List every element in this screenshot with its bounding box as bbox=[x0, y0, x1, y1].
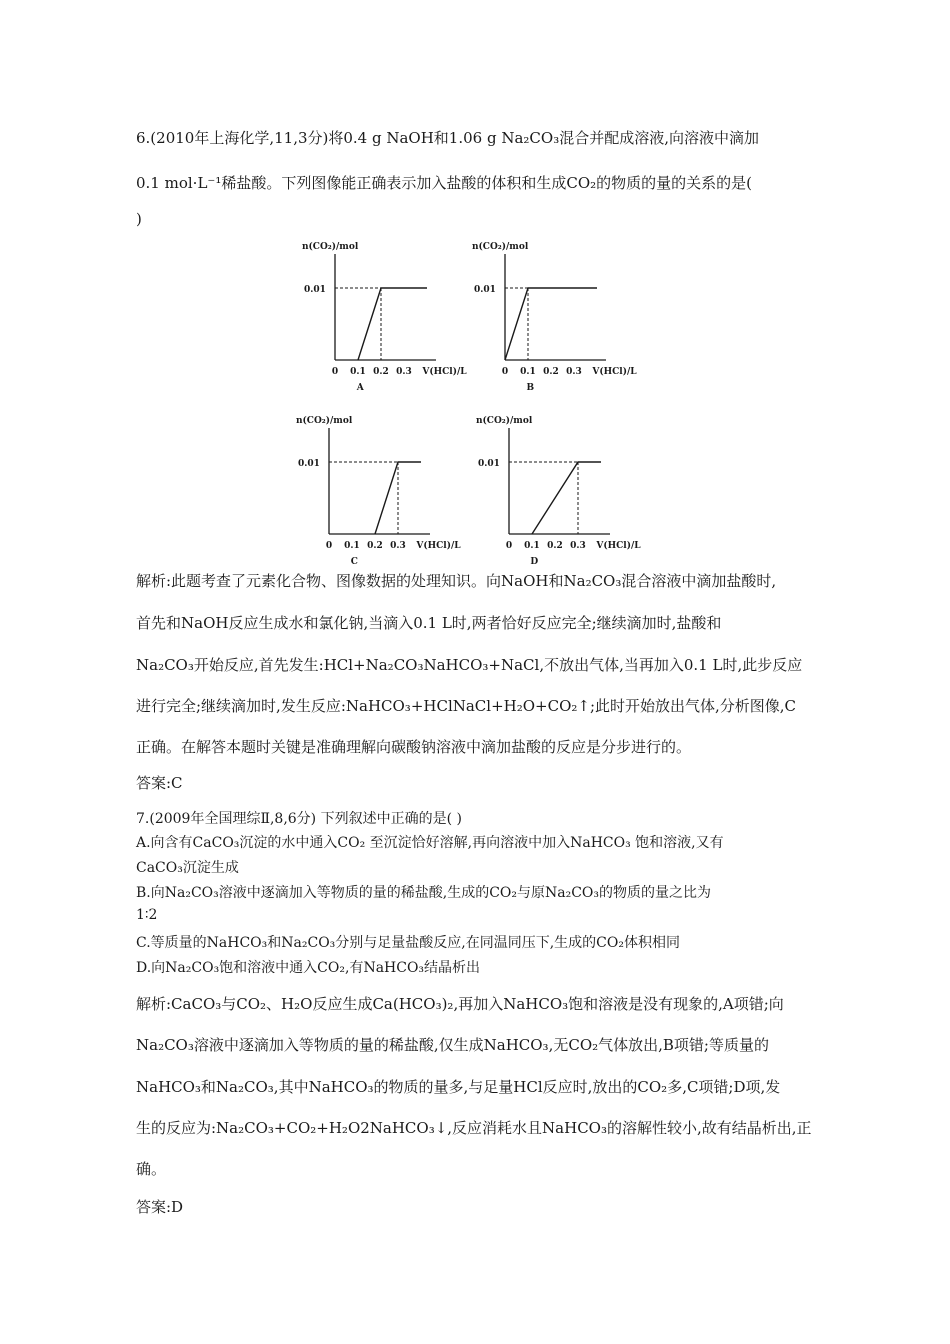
y-axis-label: n(CO₂)/mol bbox=[472, 242, 529, 252]
x-tick-label: 0.3 bbox=[566, 367, 582, 377]
x-tick-label: 0.1 bbox=[520, 367, 536, 377]
a6-line-1: 解析:此题考查了元素化合物、图像数据的处理知识。向NaOH和Na₂CO₃混合溶液中滴加盐酸时, bbox=[136, 572, 777, 590]
q6-line-2: 0.1 mol·L⁻¹稀盐酸。下列图像能正确表示加入盐酸的体积和生成CO₂的物质的量的关系的是( bbox=[136, 174, 752, 192]
a6-line-3: Na₂CO₃开始反应,首先发生:HCl+Na₂CO₃NaHCO₃+NaCl,不放出气体,当再加入0.1 L时,此步反应 bbox=[136, 656, 803, 674]
x-tick-label: 0 bbox=[505, 541, 513, 551]
x-axis-label: V(HCl)/L bbox=[416, 541, 461, 551]
q7-option-b-1: B.向Na₂CO₃溶液中逐滴加入等物质的量的稀盐酸,生成的CO₂与原Na₂CO₃的物质的量之比为 bbox=[136, 885, 712, 901]
series-line bbox=[532, 462, 601, 534]
q7-option-d: D.向Na₂CO₃饱和溶液中通入CO₂,有NaHCO₃结晶析出 bbox=[136, 960, 481, 976]
a7-answer: 答案:D bbox=[136, 1198, 184, 1216]
y-tick-label: 0.01 bbox=[304, 285, 326, 295]
q6-line-1: 6.(2010年上海化学,11,3分)将0.4 g NaOH和1.06 g Na₂CO₃混合并配成溶液,向溶液中滴加 bbox=[136, 129, 759, 147]
graph-svg bbox=[474, 412, 641, 572]
graph-b bbox=[470, 238, 637, 398]
panel-label: C bbox=[350, 557, 358, 567]
series-line bbox=[505, 288, 597, 360]
graph-svg bbox=[300, 238, 467, 398]
panel-label: B bbox=[526, 383, 535, 393]
series-line bbox=[358, 288, 427, 360]
a6-answer: 答案:C bbox=[136, 774, 183, 792]
a6-line-4: 进行完全;继续滴加时,发生反应:NaHCO₃+HClNaCl+H₂O+CO₂↑;此时开始放出气体,分析图像,C bbox=[136, 697, 797, 715]
x-axis-label: V(HCl)/L bbox=[422, 367, 467, 377]
a7-line-1: 解析:CaCO₃与CO₂、H₂O反应生成Ca(HCO₃)₂,再加入NaHCO₃饱和溶液是没有现象的,A项错;向 bbox=[136, 995, 784, 1013]
q7-option-b-2: 1∶2 bbox=[136, 907, 158, 923]
a6-line-5: 正确。在解答本题时关键是准确理解向碳酸钠溶液中滴加盐酸的反应是分步进行的。 bbox=[136, 738, 692, 756]
graph-a bbox=[300, 238, 467, 398]
graph-c bbox=[294, 412, 461, 572]
panel-label: A bbox=[356, 383, 364, 393]
x-tick-label: 0.1 bbox=[524, 541, 540, 551]
x-tick-label: 0 bbox=[325, 541, 333, 551]
q7-option-c: C.等质量的NaHCO₃和Na₂CO₃分别与足量盐酸反应,在同温同压下,生成的CO₂体积相同 bbox=[136, 935, 680, 951]
a7-line-5: 确。 bbox=[136, 1160, 167, 1178]
y-tick-label: 0.01 bbox=[478, 459, 500, 469]
panel-label: D bbox=[530, 557, 539, 567]
x-tick-label: 0.2 bbox=[543, 367, 559, 377]
a6-line-2: 首先和NaOH反应生成水和氯化钠,当滴入0.1 L时,两者恰好反应完全;继续滴加时,盐酸和 bbox=[136, 614, 722, 632]
y-axis-label: n(CO₂)/mol bbox=[302, 242, 359, 252]
x-tick-label: 0.3 bbox=[390, 541, 406, 551]
graph-d bbox=[474, 412, 641, 572]
q7-option-a-2: CaCO₃沉淀生成 bbox=[136, 860, 239, 876]
x-tick-label: 0.1 bbox=[350, 367, 366, 377]
x-tick-label: 0 bbox=[501, 367, 509, 377]
x-tick-label: 0.3 bbox=[570, 541, 586, 551]
x-tick-label: 0.2 bbox=[367, 541, 383, 551]
x-tick-label: 0.1 bbox=[344, 541, 360, 551]
graph-svg bbox=[470, 238, 637, 398]
graph-svg bbox=[294, 412, 461, 572]
x-tick-label: 0.2 bbox=[547, 541, 563, 551]
a7-line-2: Na₂CO₃溶液中逐滴加入等物质的量的稀盐酸,仅生成NaHCO₃,无CO₂气体放出,B项错;等质量的 bbox=[136, 1036, 769, 1054]
y-tick-label: 0.01 bbox=[298, 459, 320, 469]
x-tick-label: 0.2 bbox=[373, 367, 389, 377]
q7-stem: 7.(2009年全国理综Ⅱ,8,6分) 下列叙述中正确的是( ) bbox=[136, 811, 462, 827]
x-tick-label: 0 bbox=[331, 367, 339, 377]
q7-option-a-1: A.向含有CaCO₃沉淀的水中通入CO₂ 至沉淀恰好溶解,再向溶液中加入NaHCO₃ 饱和溶液,又有 bbox=[136, 835, 724, 851]
a7-line-4: 生的反应为:Na₂CO₃+CO₂+H₂O2NaHCO₃↓,反应消耗水且NaHCO₃的溶解性较小,故有结晶析出,正 bbox=[136, 1119, 812, 1137]
x-axis-label: V(HCl)/L bbox=[592, 367, 637, 377]
x-tick-label: 0.3 bbox=[396, 367, 412, 377]
y-tick-label: 0.01 bbox=[474, 285, 496, 295]
q6-line-3: ) bbox=[136, 210, 142, 228]
a7-line-3: NaHCO₃和Na₂CO₃,其中NaHCO₃的物质的量多,与足量HCl反应时,放出的CO₂多,C项错;D项,发 bbox=[136, 1078, 781, 1096]
y-axis-label: n(CO₂)/mol bbox=[296, 416, 353, 426]
x-axis-label: V(HCl)/L bbox=[596, 541, 641, 551]
y-axis-label: n(CO₂)/mol bbox=[476, 416, 533, 426]
